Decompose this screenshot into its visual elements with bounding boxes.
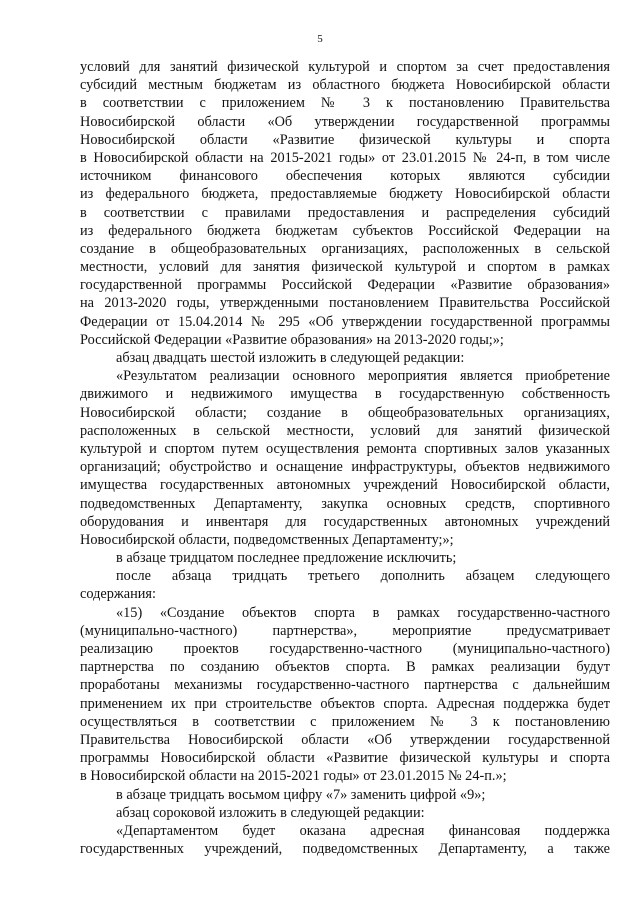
text-line: создание в общеобразовательных организациях, расположенных в сельской [80,240,610,257]
text-line: проработаны механизмы государственно-частного партнерства с дальнейшим [80,677,610,694]
text-line: на 2013-2020 годы, утвержденными постановлением Правительства Российской [80,295,610,312]
text-line: имущества государственных автономных учреждений Новосибирской области, [80,477,610,494]
text-line: Новосибирской области, подведомственных Департаменту;»; [80,531,454,548]
document-body [80,58,610,858]
text-line: в абзаце тридцать восьмом цифру «7» заменить цифрой «9»; [116,786,486,803]
text-line: Новосибирской области; создание в общеобразовательных организациях, [80,404,610,421]
text-line: из федерального бюджета, предоставляемые бюджету Новосибирской области [80,186,610,203]
text-line: Новосибирской области «Об утверждении государственной программы [80,113,610,130]
text-line: применением их при строительстве объектов спорта. Адресная поддержка будет [80,695,610,712]
text-line: условий для занятий физической культурой и спортом за счет предоставления [80,59,610,75]
text-line: содержания: [80,586,156,603]
text-line: Правительства Новосибирской области «Об утверждении государственной [80,731,610,748]
text-line: абзац сороковой изложить в следующей редакции: [116,804,425,821]
text-line: «15) «Создание объектов спорта в рамках государственно-частного [116,604,610,621]
text-line: движимого и недвижимого имущества в государственную собственность [80,386,610,403]
text-line: «Результатом реализации основного мероприятия является приобретение [116,368,610,385]
text-line: субсидий местным бюджетам из областного бюджета Новосибирской области [80,77,610,94]
text-line: в соответствии с приложением № 3 к постановлению Правительства [80,95,610,112]
text-line: подведомственных Департаменту, закупка основных средств, спортивного [80,495,610,512]
text-line: «Департаментом будет оказана адресная финансовая поддержка [116,822,610,839]
text-line: Новосибирской области «Развитие физической культуры и спорта [80,131,610,148]
text-line: из федерального бюджета бюджетам субъектов Российской Федерации на [80,222,610,239]
text-line: организаций; обустройство и оснащение инфраструктуры, объектов недвижимого [80,459,610,476]
text-line: местности, условий для занятия физической культурой и спортом в рамках [80,259,610,276]
text-line: источником финансового обеспечения которых являются субсидии [80,168,610,185]
text-line: реализацию проектов государственно-частного (муниципально-частного) [80,641,610,657]
text-line: государственных учреждений, подведомственных Департаменту, а также [80,841,610,858]
text-line: партнерства по созданию объектов спорта. В рамках реализации будут [80,659,610,676]
text-line: расположенных в сельской местности, условий для занятий физической [80,422,610,439]
text-line: Федерации от 15.04.2014 № 295 «Об утверждении государственной программы [80,313,610,330]
text-line: осуществляться в соответствии с приложением № 3 к постановлению [80,713,610,730]
page-number: 5 [317,33,323,45]
text-line: в Новосибирской области на 2015-2021 годы» от 23.01.2015 № 24-п.»; [80,768,507,785]
text-line: в абзаце тридцатом последнее предложение исключить; [116,550,457,567]
text-line: государственной программы Российской Федерации «Развитие образования» [80,277,610,294]
text-line: программы Новосибирской области «Развитие физической культуры и спорта [80,750,610,767]
text-line: (муниципально-частного) партнерства», мероприятие предусматривает [80,622,610,639]
text-line: в соответствии с правилами предоставления и распределения субсидий [80,204,610,221]
text-line: культурой и спортом путем осуществления ремонта спортивных залов указанных [80,440,610,457]
text-line: абзац двадцать шестой изложить в следующей редакции: [116,350,465,366]
text-line: после абзаца тридцать третьего дополнить абзацем следующего [116,568,610,585]
text-line: оборудования и инвентаря для государственных автономных учреждений [80,513,610,530]
text-line: в Новосибирской области на 2015-2021 годы» от 23.01.2015 № 24-п, в том числе [80,149,610,166]
text-line: Российской Федерации «Развитие образования» на 2013-2020 годы;»; [80,331,504,348]
